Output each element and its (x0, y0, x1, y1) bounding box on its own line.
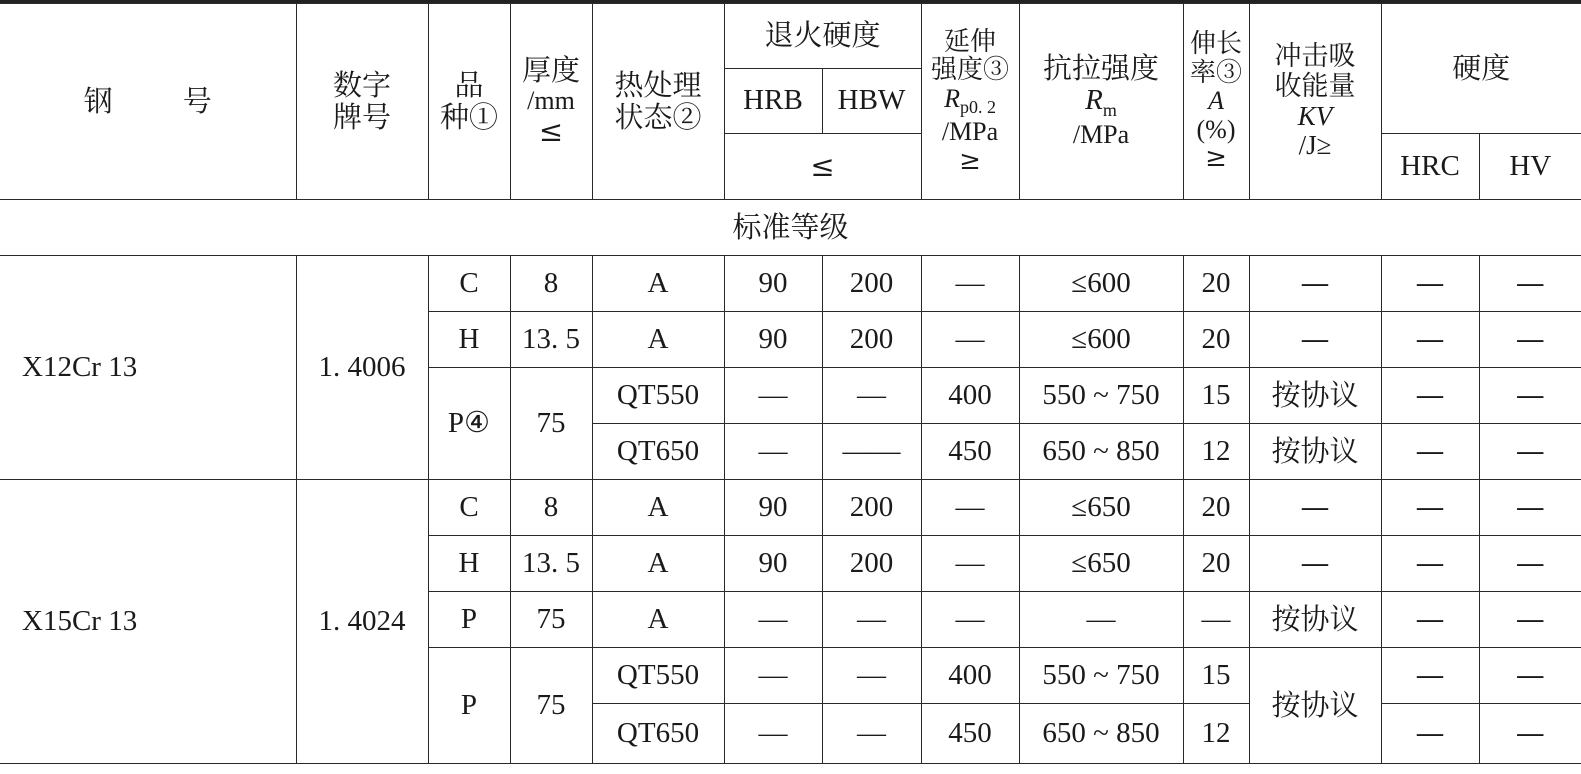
variety-cell: P④ (428, 368, 510, 480)
state-cell: QT550 (592, 648, 724, 704)
header-heat-treatment: 热处理 状态② (592, 4, 724, 200)
hrc-cell: — (1381, 704, 1479, 764)
hrb-cell: 90 (724, 256, 822, 312)
impact-cell: — (1249, 536, 1381, 592)
hbw-cell: 200 (822, 536, 921, 592)
variety-cell: P (428, 592, 510, 648)
hbw-cell: — (822, 368, 921, 424)
elongation-cell: 12 (1183, 424, 1249, 480)
elongation-cell: 15 (1183, 368, 1249, 424)
hv-cell: — (1479, 368, 1581, 424)
tensile-cell: — (1019, 592, 1183, 648)
tensile-cell: ≤600 (1019, 256, 1183, 312)
header-yield-strength: 延伸 强度③ $R_{p0. 2}$ /MPa ≥ (921, 4, 1019, 200)
yield-cell: — (921, 592, 1019, 648)
state-cell: QT650 (592, 424, 724, 480)
tensile-cell: ≤600 (1019, 312, 1183, 368)
impact-cell: — (1249, 256, 1381, 312)
hrb-cell: — (724, 648, 822, 704)
hv-cell: — (1479, 592, 1581, 648)
thickness-cell: 75 (510, 368, 592, 480)
thickness-cell: 13. 5 (510, 536, 592, 592)
impact-cell: — (1249, 480, 1381, 536)
yield-cell: 400 (921, 368, 1019, 424)
yield-cell: — (921, 256, 1019, 312)
steel-name: X12Cr 13 (0, 256, 296, 480)
elongation-cell: 12 (1183, 704, 1249, 764)
hbw-cell: 200 (822, 312, 921, 368)
steel-name: X15Cr 13 (0, 480, 296, 764)
hrb-cell: — (724, 704, 822, 764)
tensile-cell: 550 ~ 750 (1019, 648, 1183, 704)
hv-cell: — (1479, 312, 1581, 368)
hrc-cell: — (1381, 592, 1479, 648)
thickness-cell: 8 (510, 256, 592, 312)
hrc-cell: — (1381, 424, 1479, 480)
tensile-cell: 650 ~ 850 (1019, 424, 1183, 480)
header-row-1 (0, 4, 1581, 69)
impact-cell: 按协议 (1249, 592, 1381, 648)
hbw-cell: —— (822, 424, 921, 480)
header-digital-no: 数字 牌号 (296, 4, 428, 200)
hrc-cell: — (1381, 536, 1479, 592)
thickness-cell: 75 (510, 592, 592, 648)
impact-cell: 按协议 (1249, 648, 1381, 764)
header-hrc: HRC (1381, 134, 1479, 200)
hv-cell: — (1479, 480, 1581, 536)
hrb-cell: — (724, 424, 822, 480)
thickness-cell: 13. 5 (510, 312, 592, 368)
header-anneal-hardness: 退火硬度 (724, 4, 921, 69)
header-hbw: HBW (822, 69, 921, 134)
table-row (0, 480, 1581, 536)
steel-properties-table (0, 3, 1581, 764)
variety-cell: P (428, 648, 510, 764)
hrc-cell: — (1381, 312, 1479, 368)
tensile-cell: ≤650 (1019, 536, 1183, 592)
impact-cell: — (1249, 312, 1381, 368)
state-cell: A (592, 480, 724, 536)
hv-cell: — (1479, 704, 1581, 764)
header-hrb: HRB (724, 69, 822, 134)
state-cell: QT650 (592, 704, 724, 764)
header-steel-no: 钢 号 (0, 4, 296, 200)
hbw-cell: — (822, 648, 921, 704)
hrc-cell: — (1381, 648, 1479, 704)
header-tensile-strength: 抗拉强度 $R_m$ /MPa (1019, 4, 1183, 200)
state-cell: A (592, 592, 724, 648)
hrb-cell: — (724, 592, 822, 648)
header-hardness: 硬度 (1381, 4, 1581, 134)
state-cell: QT550 (592, 368, 724, 424)
thickness-cell: 8 (510, 480, 592, 536)
section-title: 标准等级 (0, 200, 1581, 256)
header-anneal-le: ≤ (724, 134, 921, 200)
hrb-cell: 90 (724, 536, 822, 592)
hrc-cell: — (1381, 480, 1479, 536)
thickness-cell: 75 (510, 648, 592, 764)
hbw-cell: 200 (822, 256, 921, 312)
hbw-cell: 200 (822, 480, 921, 536)
hv-cell: — (1479, 536, 1581, 592)
hv-cell: — (1479, 648, 1581, 704)
hrb-cell: 90 (724, 480, 822, 536)
variety-cell: C (428, 256, 510, 312)
variety-cell: H (428, 536, 510, 592)
yield-cell: 450 (921, 424, 1019, 480)
state-cell: A (592, 256, 724, 312)
elongation-cell: 20 (1183, 480, 1249, 536)
tensile-cell: 550 ~ 750 (1019, 368, 1183, 424)
elongation-cell: 20 (1183, 256, 1249, 312)
table-row (0, 256, 1581, 312)
steel-number: 1. 4024 (296, 480, 428, 764)
steel-number: 1. 4006 (296, 256, 428, 480)
impact-cell: 按协议 (1249, 368, 1381, 424)
hrb-cell: — (724, 368, 822, 424)
header-variety: 品 种① (428, 4, 510, 200)
tensile-cell: 650 ~ 850 (1019, 704, 1183, 764)
variety-cell: C (428, 480, 510, 536)
hv-cell: — (1479, 424, 1581, 480)
state-cell: A (592, 312, 724, 368)
impact-cell: 按协议 (1249, 424, 1381, 480)
hbw-cell: — (822, 704, 921, 764)
header-thickness: 厚度 /mm ≤ (510, 4, 592, 200)
hrc-cell: — (1381, 368, 1479, 424)
section-row (0, 200, 1581, 256)
hv-cell: — (1479, 256, 1581, 312)
yield-cell: 450 (921, 704, 1019, 764)
tensile-cell: ≤650 (1019, 480, 1183, 536)
variety-cell: H (428, 312, 510, 368)
hrc-cell: — (1381, 256, 1479, 312)
hrb-cell: 90 (724, 312, 822, 368)
elongation-cell: — (1183, 592, 1249, 648)
header-elongation: 伸长 率③ A (%) ≥ (1183, 4, 1249, 200)
yield-cell: 400 (921, 648, 1019, 704)
hbw-cell: — (822, 592, 921, 648)
elongation-cell: 20 (1183, 312, 1249, 368)
yield-cell: — (921, 312, 1019, 368)
state-cell: A (592, 536, 724, 592)
elongation-cell: 20 (1183, 536, 1249, 592)
header-hv: HV (1479, 134, 1581, 200)
yield-cell: — (921, 536, 1019, 592)
header-impact-energy: 冲击吸 收能量 KV /J≥ (1249, 4, 1381, 200)
elongation-cell: 15 (1183, 648, 1249, 704)
yield-cell: — (921, 480, 1019, 536)
